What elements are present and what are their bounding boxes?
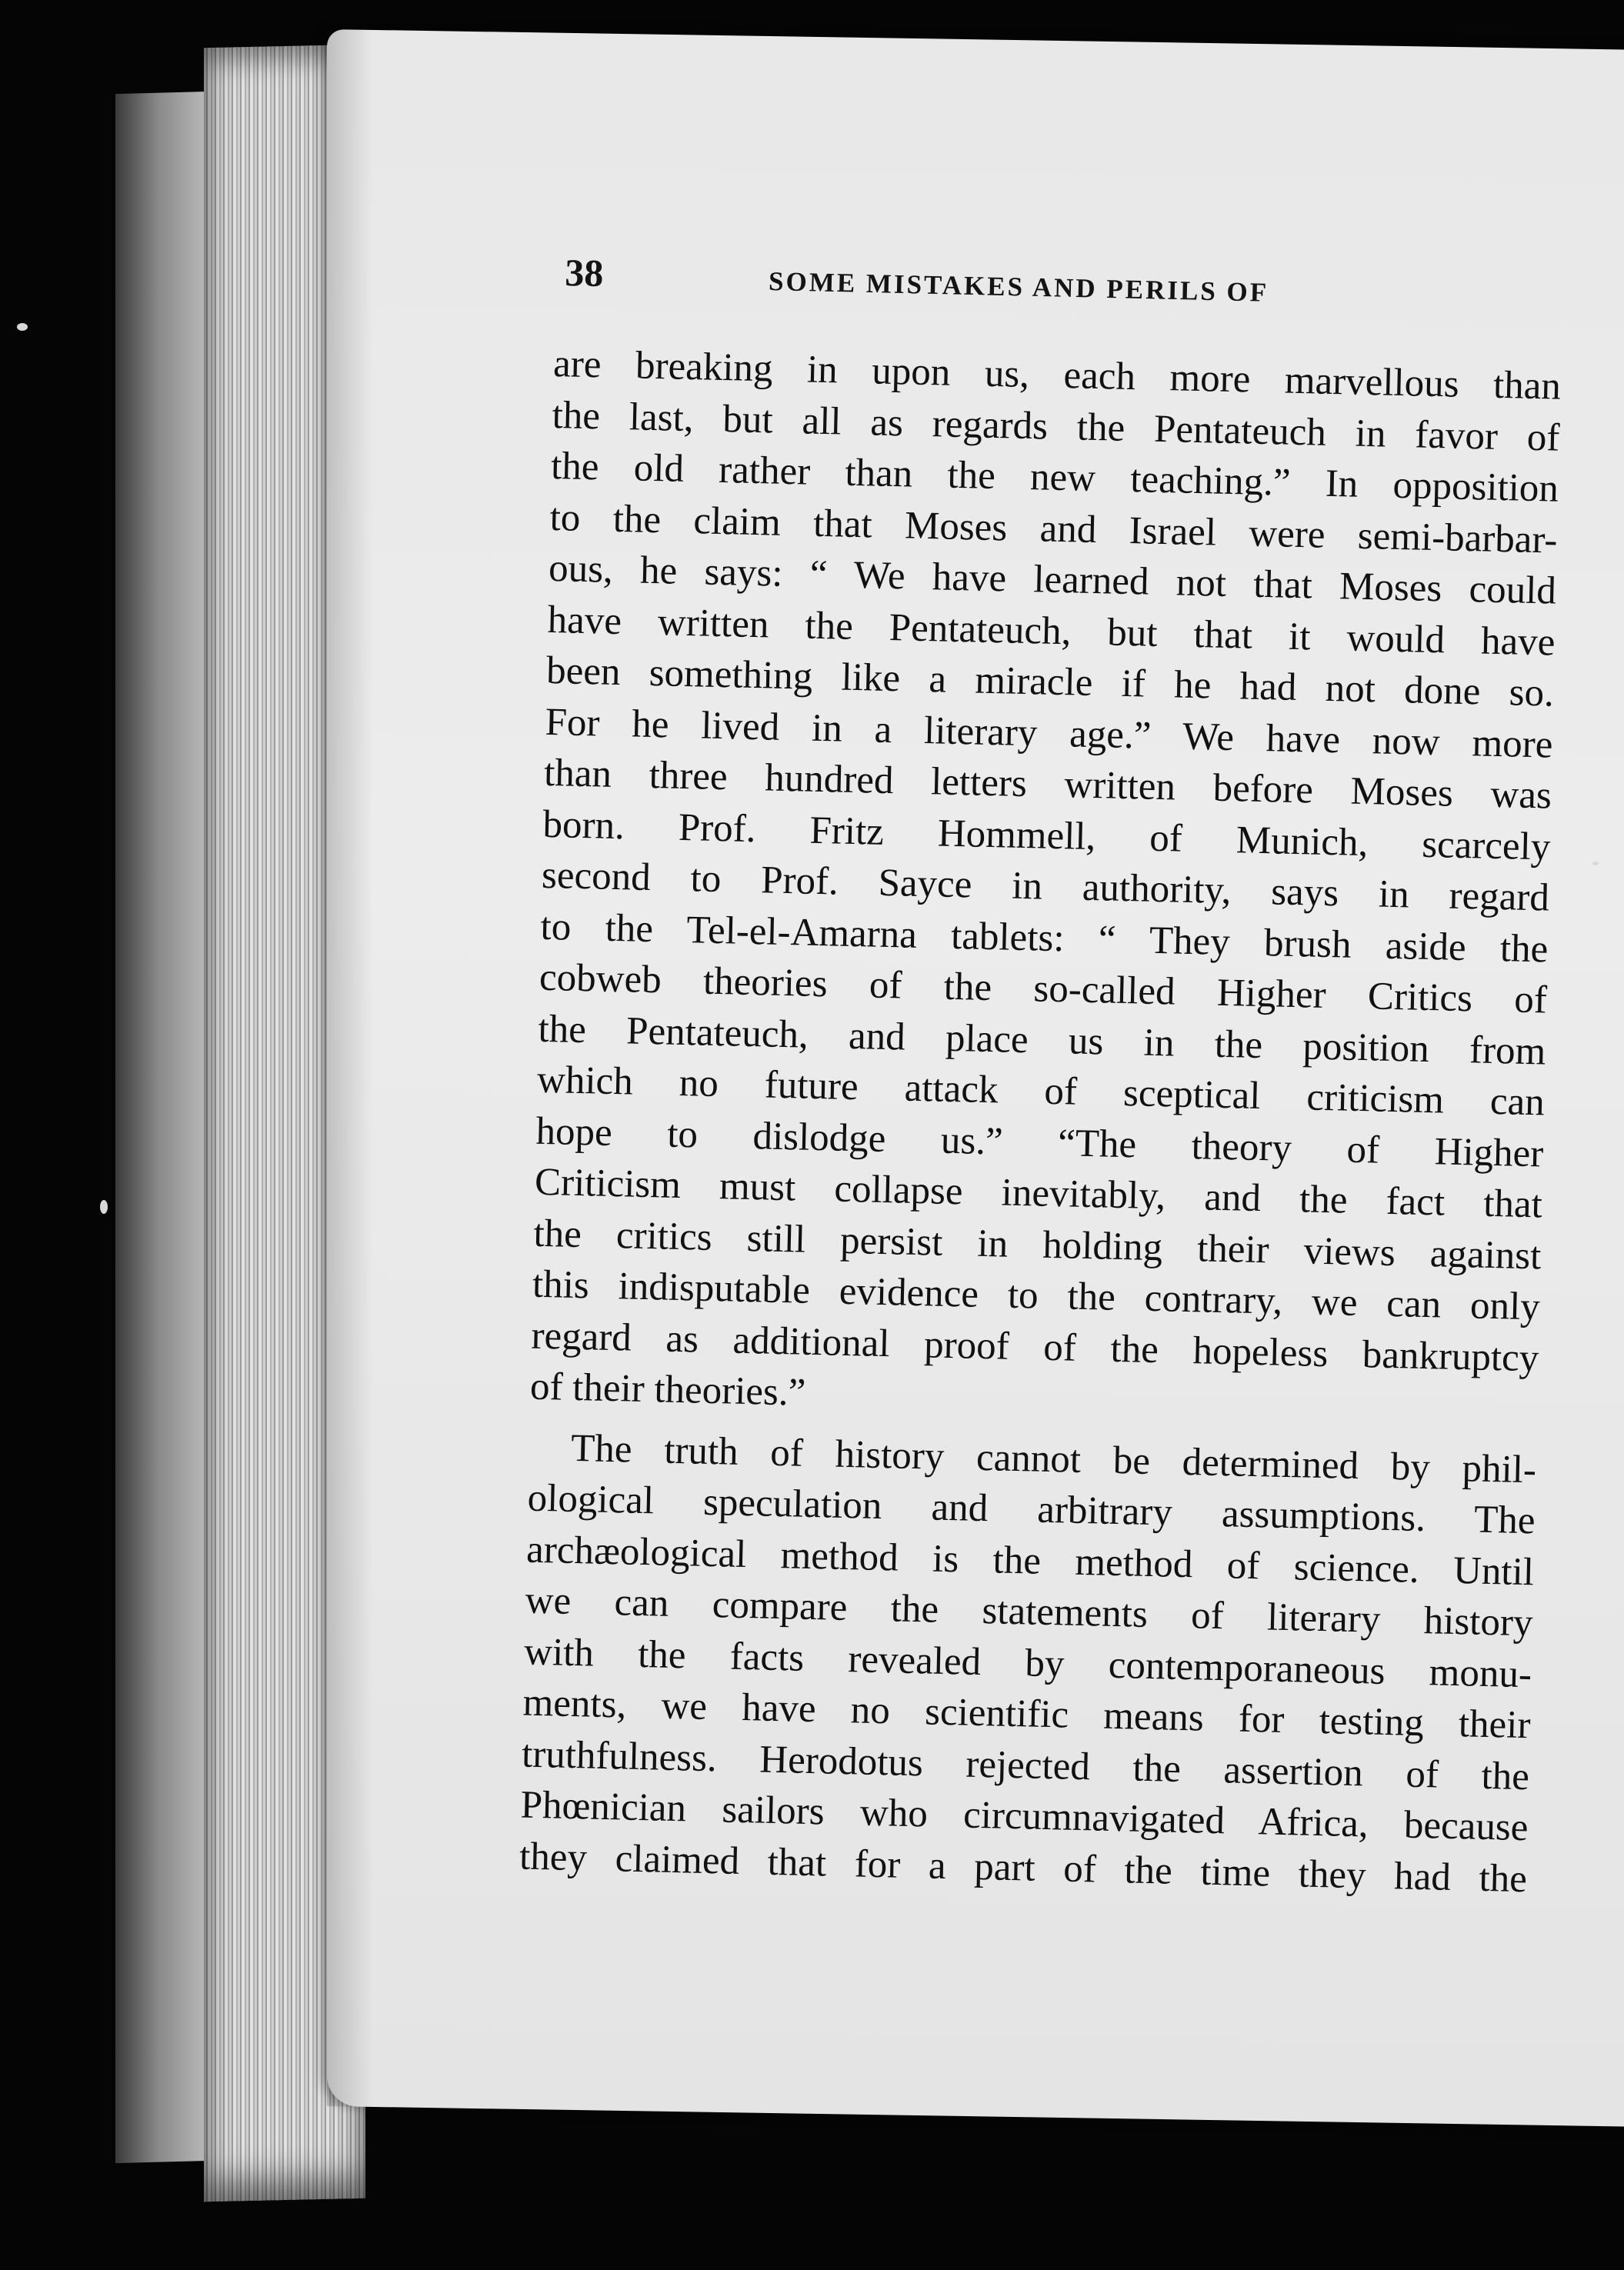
text-line: to the Tel-el-Amarna tablets: “ They brush aside the xyxy=(540,905,1549,972)
text-line: Phœnician sailors who circumnavigated Africa, because xyxy=(520,1783,1529,1850)
text-line: of their theories.” xyxy=(529,1365,806,1415)
running-head-title: SOME MISTAKES AND PERILS OF xyxy=(768,266,1269,308)
gutter-shadow xyxy=(327,29,373,2107)
text-line: the Pentateuch, and place us in the position from xyxy=(538,1007,1546,1073)
text-line: second to Prof. Sayce in authority, says in regard xyxy=(541,853,1550,920)
text-line: hope to dislodge us.” “The theory of Higher xyxy=(535,1109,1544,1175)
text-line: truthfulness. Herodotus rejected the assertion of the xyxy=(521,1732,1530,1798)
text-line: ments, we have no scientific means for testing their xyxy=(522,1681,1532,1748)
text-line: which no future attack of sceptical criticism can xyxy=(536,1058,1546,1125)
page-number: 38 xyxy=(564,250,604,295)
dust-speck xyxy=(100,1200,108,1214)
text-line: this indisputable evidence to the contrary, we can only xyxy=(532,1262,1541,1329)
text-line: cobweb theories of the so-called Higher Critics of xyxy=(539,955,1548,1022)
text-line: the old rather than the new teaching.” In opposition xyxy=(550,444,1559,511)
text-line: to the claim that Moses and Israel were semi-barbar- xyxy=(549,495,1559,562)
text-line: born. Prof. Fritz Hommell, of Munich, scarcely xyxy=(542,802,1551,869)
text-line: ological speculation and arbitrary assumptions. The xyxy=(527,1476,1536,1543)
text-line: The truth of history cannot be determined by phil- xyxy=(570,1426,1537,1492)
text-line: Criticism must collapse inevitably, and the fact that xyxy=(534,1160,1543,1227)
body-text xyxy=(519,338,1561,1905)
text-line: are breaking in upon us, each more marvellous than xyxy=(552,342,1562,408)
dust-speck xyxy=(1592,862,1599,865)
text-line: have written the Pentateuch, but that it would have xyxy=(547,598,1556,665)
text-line: the critics still persist in holding their views against xyxy=(532,1212,1542,1278)
text-line: the last, but all as regards the Pentateuch in favor of xyxy=(552,393,1561,460)
text-line: we can compare the statements of literary history xyxy=(525,1578,1534,1645)
text-line: they claimed that for a part of the time they had the xyxy=(519,1834,1528,1901)
text-line: with the facts revealed by contemporaneous monu- xyxy=(523,1630,1532,1696)
text-line: ous, he says: “ We have learned not that Moses could xyxy=(548,546,1557,613)
text-line: For he lived in a literary age.” We have now more xyxy=(545,700,1553,767)
text-line: archæological method is the method of science. Until xyxy=(525,1528,1535,1594)
text-line: regard as additional proof of the hopeless bankruptcy xyxy=(530,1314,1539,1380)
text-line: been something like a miracle if he had not done so. xyxy=(545,648,1555,715)
text-line: than three hundred letters written before Moses was xyxy=(543,751,1552,818)
dust-speck xyxy=(17,323,28,331)
